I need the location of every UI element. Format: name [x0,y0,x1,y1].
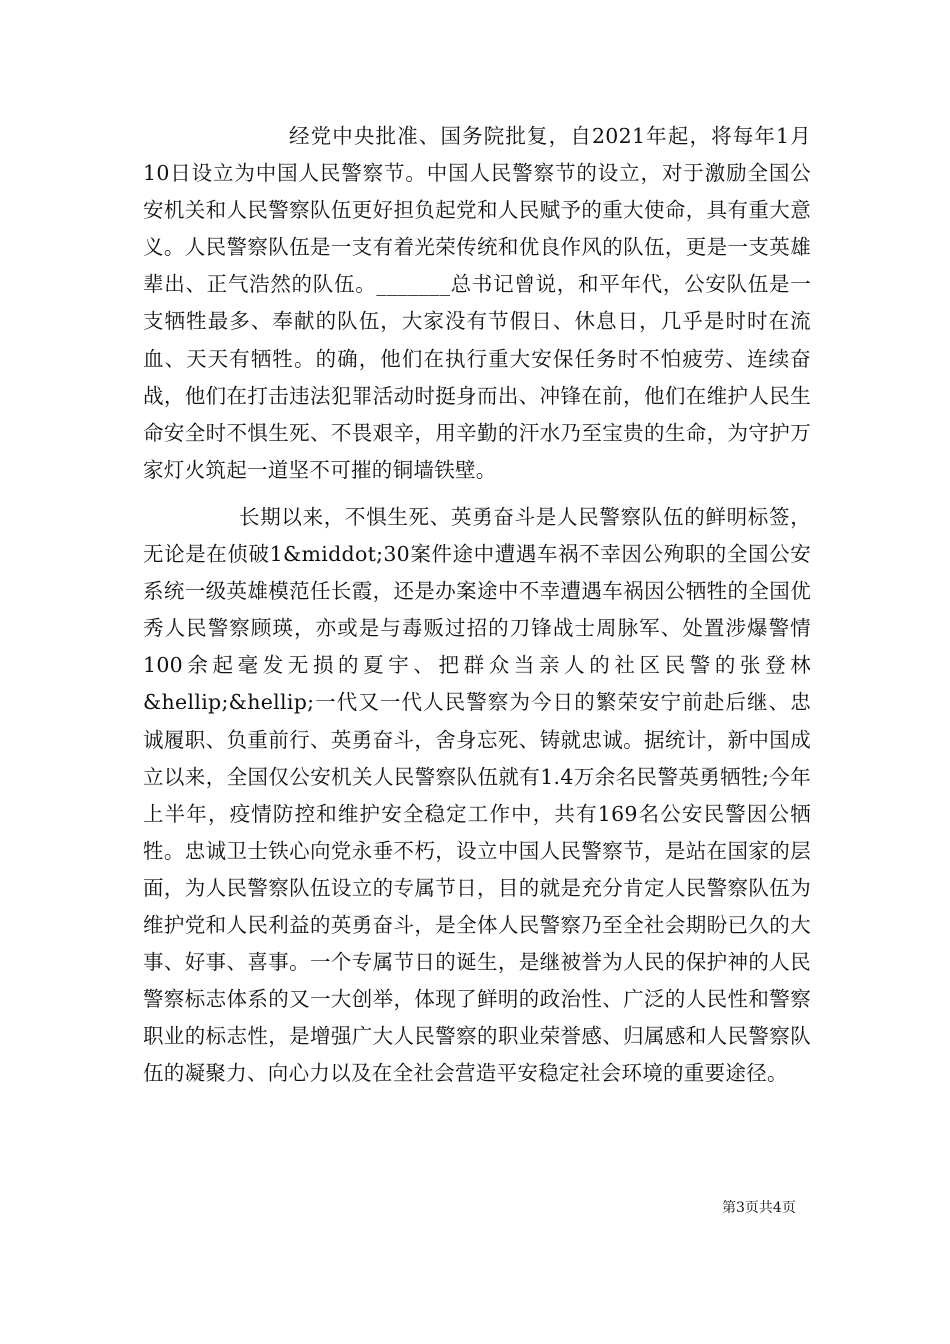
document-body [143,118,811,1092]
page-number-footer: 第3页共4页 [722,1200,796,1216]
paragraph-2: 长期以来，不惧生死、英勇奋斗是人民警察队伍的鲜明标签，无论是在侦破1&middot;30案件途中遭遇车祸不幸因公殉职的全国公安系统一级英雄模范任长霞，还是办案途中不幸遭遇车祸因公牺牲的全国优秀人民警察顾瑛，亦或是与毒贩过招的刀锋战士周脉军、处置涉爆警情100余起毫发无损的夏宇、把群众当亲人的社区民警的张登林&hellip;&hellip;一代又一代人民警察为今日的繁荣安宁前赴后继、忠诚履职、负重前行、英勇奋斗，舍身忘死、铸就忠诚。据统计，新中国成立以来，全国仅公安机关人民警察队伍就有1.4万余名民警英勇牺牲;今年上半年，疫情防控和维护安全稳定工作中，共有169名公安民警因公牺牲。忠诚卫士铁心向党永垂不朽，设立中国人民警察节，是站在国家的层面，为人民警察队伍设立的专属节日，目的就是充分肯定人民警察队伍为维护党和人民利益的英勇奋斗，是全体人民警察乃至全社会期盼已久的大事、好事、喜事。一个专属节日的诞生，是继被誉为人民的保护神的人民警察标志体系的又一大创举，体现了鲜明的政治性、广泛的人民性和警察职业的标志性，是增强广大人民警察的职业荣誉感、归属感和人民警察队伍的凝聚力、向心力以及在全社会营造平安稳定社会环境的重要途径。 [143,504,811,1086]
paragraph-1: 经党中央批准、国务院批复，自2021年起，将每年1月10日设立为中国人民警察节。中国人民警察节的设立，对于激励全国公安机关和人民警察队伍更好担负起党和人民赋予的重大使命，具有重大意义。人民警察队伍是一支有着光荣传统和优良作风的队伍，更是一支英雄辈出、正气浩然的队伍。_______总书记曾说，和平年代，公安队伍是一支牺牲最多、奉献的队伍，大家没有节假日、休息日，几乎是时时在流血、天天有牺牲。的确，他们在执行重大安保任务时不怕疲劳、连续奋战，他们在打击违法犯罪活动时挺身而出、冲锋在前，他们在维护人民生命安全时不惧生死、不畏艰辛，用辛勤的汗水乃至宝贵的生命，为守护万家灯火筑起一道坚不可摧的铜墙铁壁。 [143,124,811,482]
